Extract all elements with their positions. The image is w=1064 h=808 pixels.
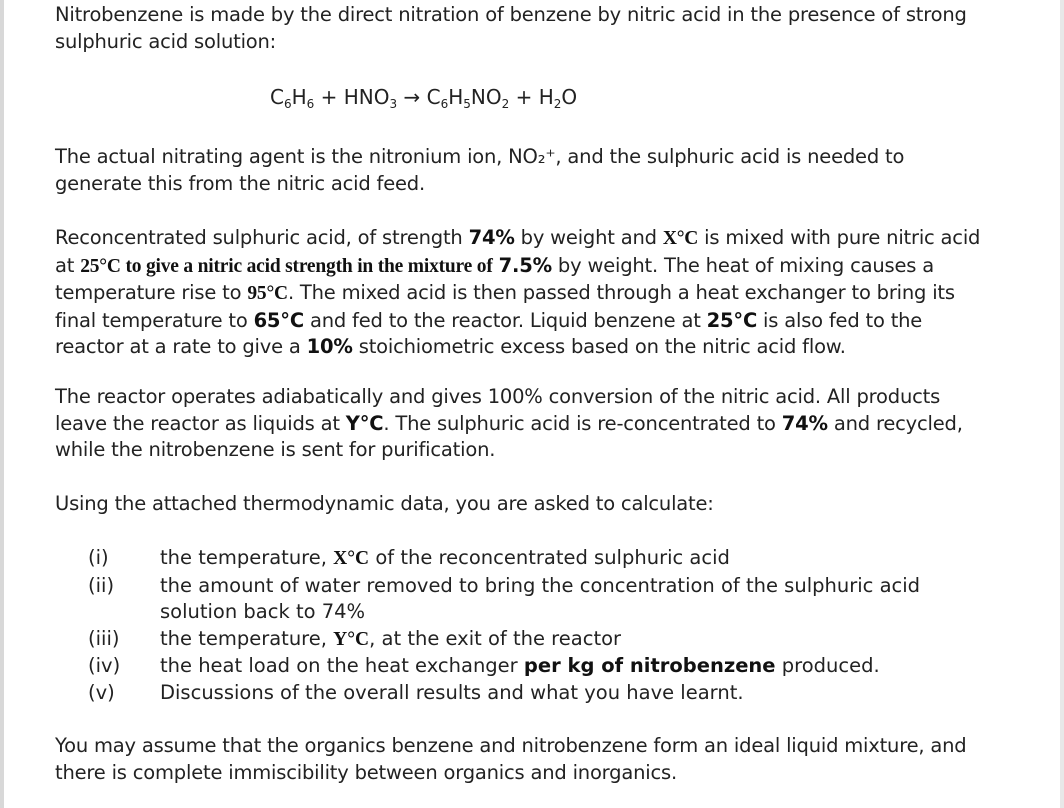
task-list xyxy=(88,545,998,706)
assumption-paragraph: You may assume that the organics benzene and nitrobenzene form an ideal liquid mixture, and there is complete immiscibility between organics and inorganics. xyxy=(55,734,967,784)
intro-paragraph: Nitrobenzene is made by the direct nitration of benzene by nitric acid in the presence of strong sulphuric acid solution: xyxy=(55,3,967,53)
reactor-paragraph: The reactor operates adiabatically and gives 100% conversion of the nitric acid. All products leave the reactor as liquids at Y°C. The sulphuric acid is re-concentrated to 74% and recycled, while the nitrobenzene is sent for purification. xyxy=(55,385,963,461)
left-scan-edge xyxy=(0,0,4,808)
list-item: (iii) the temperature, Y°C, at the exit of the reactor xyxy=(88,626,622,650)
list-item: (i) the temperature, X°C of the reconcentrated sulphuric acid xyxy=(88,546,730,569)
list-item: (v) Discussions of the overall results and what you have learnt. xyxy=(88,680,744,704)
right-scan-edge xyxy=(1060,0,1064,808)
list-item: (iv) the heat load on the heat exchanger per kg of nitrobenzene produced. xyxy=(88,654,880,677)
task-intro: Using the attached thermodynamic data, you are asked to calculate: xyxy=(55,492,714,515)
list-item: (ii) the amount of water removed to bring the concentration of the sulphuric acid solution back to 74% xyxy=(88,573,921,623)
process-paragraph: Reconcentrated sulphuric acid, of strength 74% by weight and X°C is mixed with pure nitric acid at 25°C to give a nitric acid strength in the mixture of 7.5% by weight. The heat of mixing causes a temperature rise to 95°C. The mixed acid is then passed through a heat exchanger to bring its final temperature to 65°C and fed to the reactor. Liquid benzene at 25°C is also fed to the reactor at a rate to give a 10% stoichiometric excess based on the nitric acid flow. xyxy=(55,226,981,358)
reaction-equation: $C_6H_6 + HNO_3 \to C_6H_5NO_2 + H_2O$ xyxy=(270,85,578,111)
nitronium-paragraph: The actual nitrating agent is the nitronium ion, NO₂⁺, and the sulphuric acid is needed to generate this from the nitric acid feed. xyxy=(55,145,905,195)
